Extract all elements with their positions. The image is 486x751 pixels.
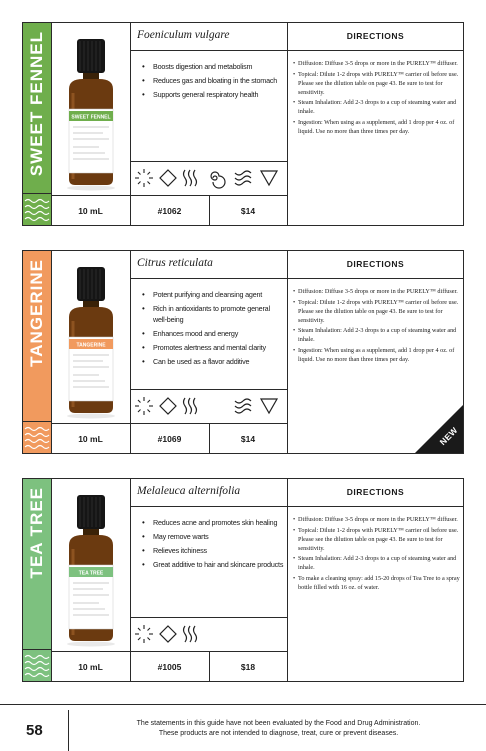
- footer-vertical-divider: [68, 710, 69, 751]
- direction-item: • To make a cleaning spray: add 15-20 drops of Tea Tree to a spray bottle filled with 16 oz. of water.: [293, 574, 461, 592]
- product-price: $14: [240, 206, 256, 216]
- direction-item: • Diffusion: Diffuse 3-5 drops or more in the PURELY™ diffuser.: [293, 287, 461, 296]
- triple-wave-vertical-icon: [184, 170, 197, 186]
- sun-burst-icon: [135, 397, 153, 415]
- product-bottle-image: [59, 489, 123, 649]
- triple-wave-vertical-icon: [184, 626, 197, 642]
- steam-waves-icon: [235, 399, 251, 413]
- triple-wave-vertical-icon: [184, 398, 197, 414]
- latin-name: Foeniculum vulgare: [137, 29, 230, 41]
- benefit-item: • Reduces gas and bloating in the stomach: [140, 75, 284, 86]
- usage-icons: [135, 167, 285, 189]
- wave-pattern: [23, 421, 51, 453]
- product-name: TEA TREE: [27, 487, 46, 579]
- wave-pattern: [23, 649, 51, 681]
- usage-icons: [135, 623, 285, 645]
- new-badge: [415, 405, 463, 453]
- benefit-item: • Great additive to hair and skincare products: [140, 559, 284, 570]
- benefit-item: • Reduces acne and promotes skin healing: [140, 517, 284, 528]
- benefit-item: • Can be used as a flavor additive: [140, 356, 284, 367]
- latin-name: Melaleuca alternifolia: [137, 485, 241, 497]
- diamond-icon: [160, 398, 176, 414]
- benefits-list: [140, 289, 284, 370]
- wave-pattern: [23, 193, 51, 225]
- direction-item: • Topical: Dilute 1-2 drops with PURELY™ carrier oil before use. Please see the dilution table on page 43. Be sure to test for sensitivity.: [293, 298, 461, 325]
- product-sku: #1069: [157, 434, 182, 444]
- product-name-tab: [23, 23, 51, 193]
- bottle-label-text: SWEET FENNEL: [71, 114, 111, 121]
- steam-waves-icon: [235, 171, 251, 185]
- product-size: 10 mL: [78, 434, 103, 444]
- directions-title: DIRECTIONS: [346, 31, 405, 41]
- benefit-item: • Enhances mood and energy: [140, 328, 284, 339]
- benefits-list: [140, 61, 284, 103]
- product-price: $14: [240, 434, 256, 444]
- product-name-tab: [23, 479, 51, 649]
- benefit-item: • May remove warts: [140, 531, 284, 542]
- directions-list: [293, 515, 461, 593]
- direction-item: • Ingestion: When using as a supplement, add 1 drop per 4 oz. of liquid. Use no more than three times per day.: [293, 346, 461, 364]
- benefit-item: • Relieves itchiness: [140, 545, 284, 556]
- bottle-label-text: TEA TREE: [78, 570, 104, 577]
- fda-disclaimer: [106, 719, 451, 739]
- disclaimer-line: These products are not intended to diagnose, treat, cure or prevent diseases.: [158, 730, 399, 737]
- product-name: TANGERINE: [27, 259, 46, 367]
- direction-item: • Topical: Dilute 1-2 drops with PURELY™ carrier oil before use. Please see the dilution table on page 43. Be sure to test for sensitivity.: [293, 70, 461, 97]
- disclaimer-line: The statements in this guide have not been evaluated by the Food and Drug Administration.: [136, 720, 421, 727]
- triangle-down-icon: [261, 399, 277, 413]
- product-bottle-image: [59, 33, 123, 193]
- product-sku: #1005: [157, 662, 182, 672]
- product-card-tangerine: [22, 250, 464, 454]
- spiral-icon: [211, 172, 225, 188]
- product-sku: #1062: [157, 206, 182, 216]
- latin-name: Citrus reticulata: [137, 257, 213, 269]
- new-badge-label: NEW: [437, 424, 460, 448]
- benefits-list: [140, 517, 284, 573]
- product-card-sweet-fennel: [22, 22, 464, 226]
- diamond-icon: [160, 626, 176, 642]
- triangle-down-icon: [261, 171, 277, 185]
- benefit-item: • Promotes alertness and mental clarity: [140, 342, 284, 353]
- product-price: $18: [240, 662, 256, 672]
- direction-item: • Ingestion: When using as a supplement, add 1 drop per 4 oz. of liquid. Use no more than three times per day.: [293, 118, 461, 136]
- diamond-icon: [160, 170, 176, 186]
- benefit-item: • Potent purifying and cleansing agent: [140, 289, 284, 300]
- direction-item: • Topical: Dilute 1-2 drops with PURELY™ carrier oil before use. Please see the dilution table on page 43. Be sure to test for sensitivity.: [293, 526, 461, 553]
- directions-list: [293, 287, 461, 365]
- bottle-label-text: TANGERINE: [76, 342, 106, 349]
- benefit-item: • Rich in antioxidants to promote general well-being: [140, 303, 284, 325]
- page-number: 58: [26, 722, 43, 739]
- directions-list: [293, 59, 461, 137]
- product-card-tea-tree: [22, 478, 464, 682]
- product-bottle-image: [59, 261, 123, 421]
- usage-icons: [135, 395, 285, 417]
- product-name: SWEET FENNEL: [27, 31, 46, 177]
- product-size: 10 mL: [78, 662, 103, 672]
- sun-burst-icon: [135, 625, 153, 643]
- product-name-tab: [23, 251, 51, 421]
- benefit-item: • Supports general respiratory health: [140, 89, 284, 100]
- directions-title: DIRECTIONS: [346, 259, 405, 269]
- directions-title: DIRECTIONS: [346, 487, 405, 497]
- direction-item: • Steam Inhalation: Add 2-3 drops to a cup of steaming water and inhale.: [293, 554, 461, 572]
- direction-item: • Steam Inhalation: Add 2-3 drops to a cup of steaming water and inhale.: [293, 98, 461, 116]
- sun-burst-icon: [135, 169, 153, 187]
- direction-item: • Steam Inhalation: Add 2-3 drops to a cup of steaming water and inhale.: [293, 326, 461, 344]
- benefit-item: • Boosts digestion and metabolism: [140, 61, 284, 72]
- product-size: 10 mL: [78, 206, 103, 216]
- direction-item: • Diffusion: Diffuse 3-5 drops or more in the PURELY™ diffuser.: [293, 515, 461, 524]
- direction-item: • Diffusion: Diffuse 3-5 drops or more in the PURELY™ diffuser.: [293, 59, 461, 68]
- footer-divider: [0, 704, 486, 705]
